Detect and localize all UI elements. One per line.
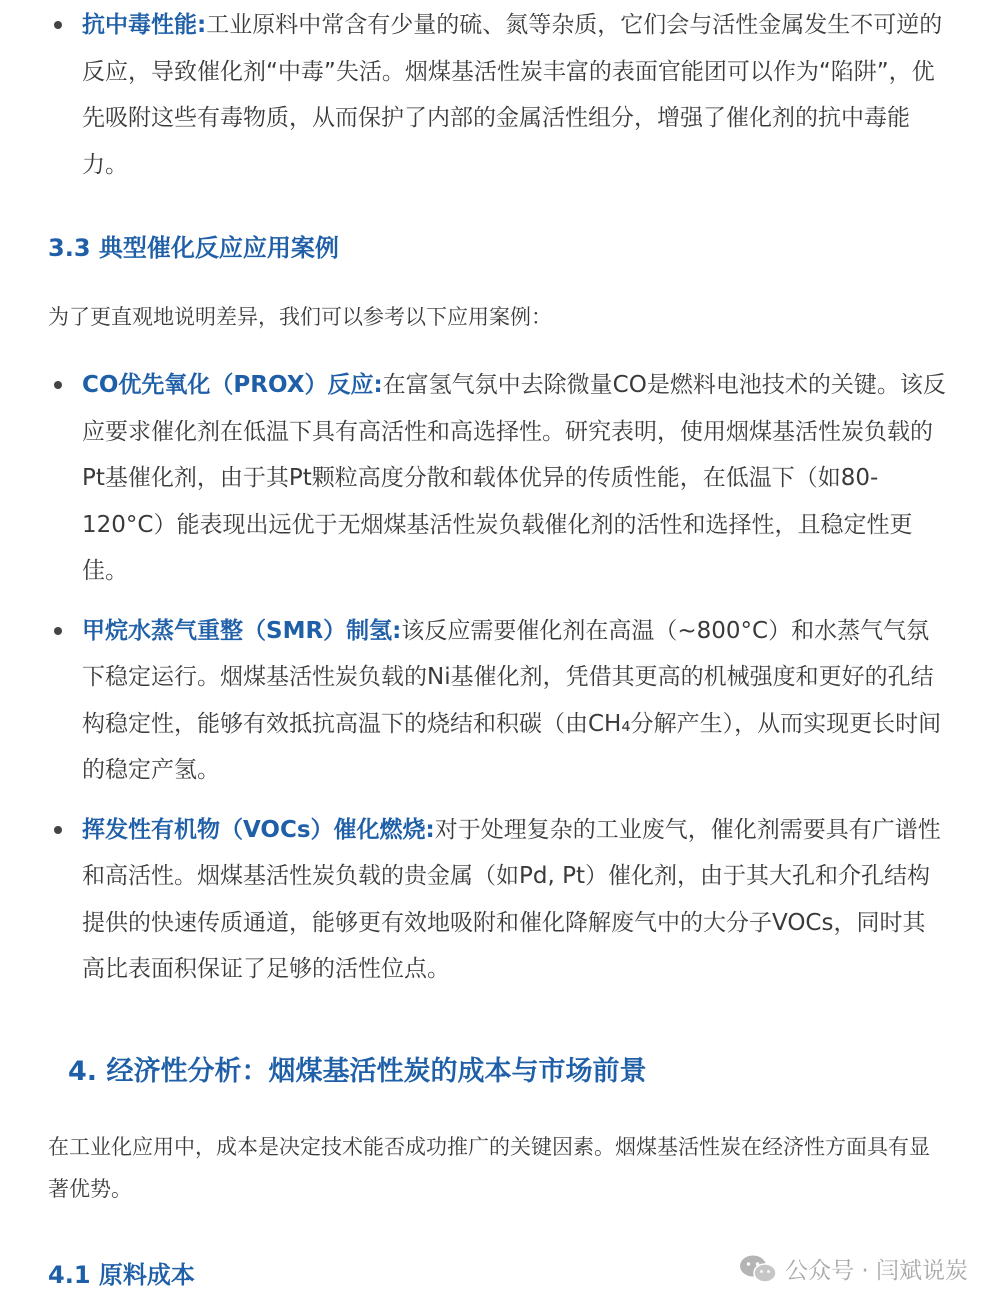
list-item-term: 挥发性有机物（VOCs）催化燃烧: bbox=[82, 816, 435, 843]
list-item-text: 工业原料中常含有少量的硫、氮等杂质，它们会与活性金属发生不可逆的反应，导致催化剂“中毒”失活。烟煤基活性炭丰富的表面官能团可以作为“陷阱”，优先吸附这些有毒物质，从而保护了内部的金属活性组分，增强了催化剂的抗中毒能力。 bbox=[82, 12, 943, 178]
section-intro-paragraph: 为了更直观地说明差异，我们可以参考以下应用案例： bbox=[48, 305, 552, 329]
list-item-term: 抗中毒性能: bbox=[82, 12, 207, 38]
section-heading-4-1: 4.1 原料成本 bbox=[48, 1261, 195, 1289]
section-heading-3-3: 3.3 典型催化反应应用案例 bbox=[48, 234, 339, 262]
list-item bbox=[48, 608, 948, 794]
watermark-text: 公众号 · 闫斌说炭 bbox=[785, 1258, 968, 1284]
list-item-text: 该反应需要催化剂在高温（~800°C）和水蒸气气氛下稳定运行。烟煤基活性炭负载的Ni基催化剂，凭借其更高的机械强度和更好的孔结构稳定性，能够有效抵抗高温下的烧结和积碳（由CH₄分解产生），从而实现更长时间的稳定产氢。 bbox=[82, 617, 942, 783]
bullet-dot bbox=[54, 21, 62, 29]
case-bullet-list bbox=[48, 362, 948, 993]
list-item-text: 对于处理复杂的工业废气，催化剂需要具有广谱性和高活性。烟煤基活性炭负载的贵金属（如Pd, Pt）催化剂，由于其大孔和介孔结构提供的快速传质通道，能够更有效地吸附和催化降解废气中的大分子VOCs，同时其高比表面积保证了足够的活性位点。 bbox=[82, 816, 941, 982]
section-4-intro-paragraph: 在工业化应用中，成本是决定技术能否成功推广的关键因素。烟煤基活性炭在经济性方面具有显著优势。 bbox=[48, 1135, 930, 1201]
list-item bbox=[48, 807, 948, 993]
watermark bbox=[739, 1252, 968, 1285]
list-item bbox=[48, 2, 948, 188]
top-bullet-list bbox=[48, 2, 948, 188]
list-item-term: CO优先氧化（PROX）反应: bbox=[82, 372, 383, 398]
bullet-dot bbox=[54, 826, 62, 834]
bullet-dot bbox=[54, 627, 62, 635]
wechat-icon bbox=[739, 1254, 777, 1284]
list-item-term: 甲烷水蒸气重整（SMR）制氢: bbox=[82, 617, 402, 644]
bullet-dot bbox=[54, 381, 62, 389]
list-item bbox=[48, 362, 948, 595]
section-heading-4: 4. 经济性分析：烟煤基活性炭的成本与市场前景 bbox=[68, 1056, 647, 1087]
list-item-text: 在富氢气氛中去除微量CO是燃料电池技术的关键。该反应要求催化剂在低温下具有高活性和高选择性。研究表明，使用烟煤基活性炭负载的Pt基催化剂，由于其Pt颗粒高度分散和载体优异的传质性能，在低温下（如80-120°C）能表现出远优于无烟煤基活性炭负载催化剂的活性和选择性，且稳定性更佳。 bbox=[82, 372, 946, 584]
